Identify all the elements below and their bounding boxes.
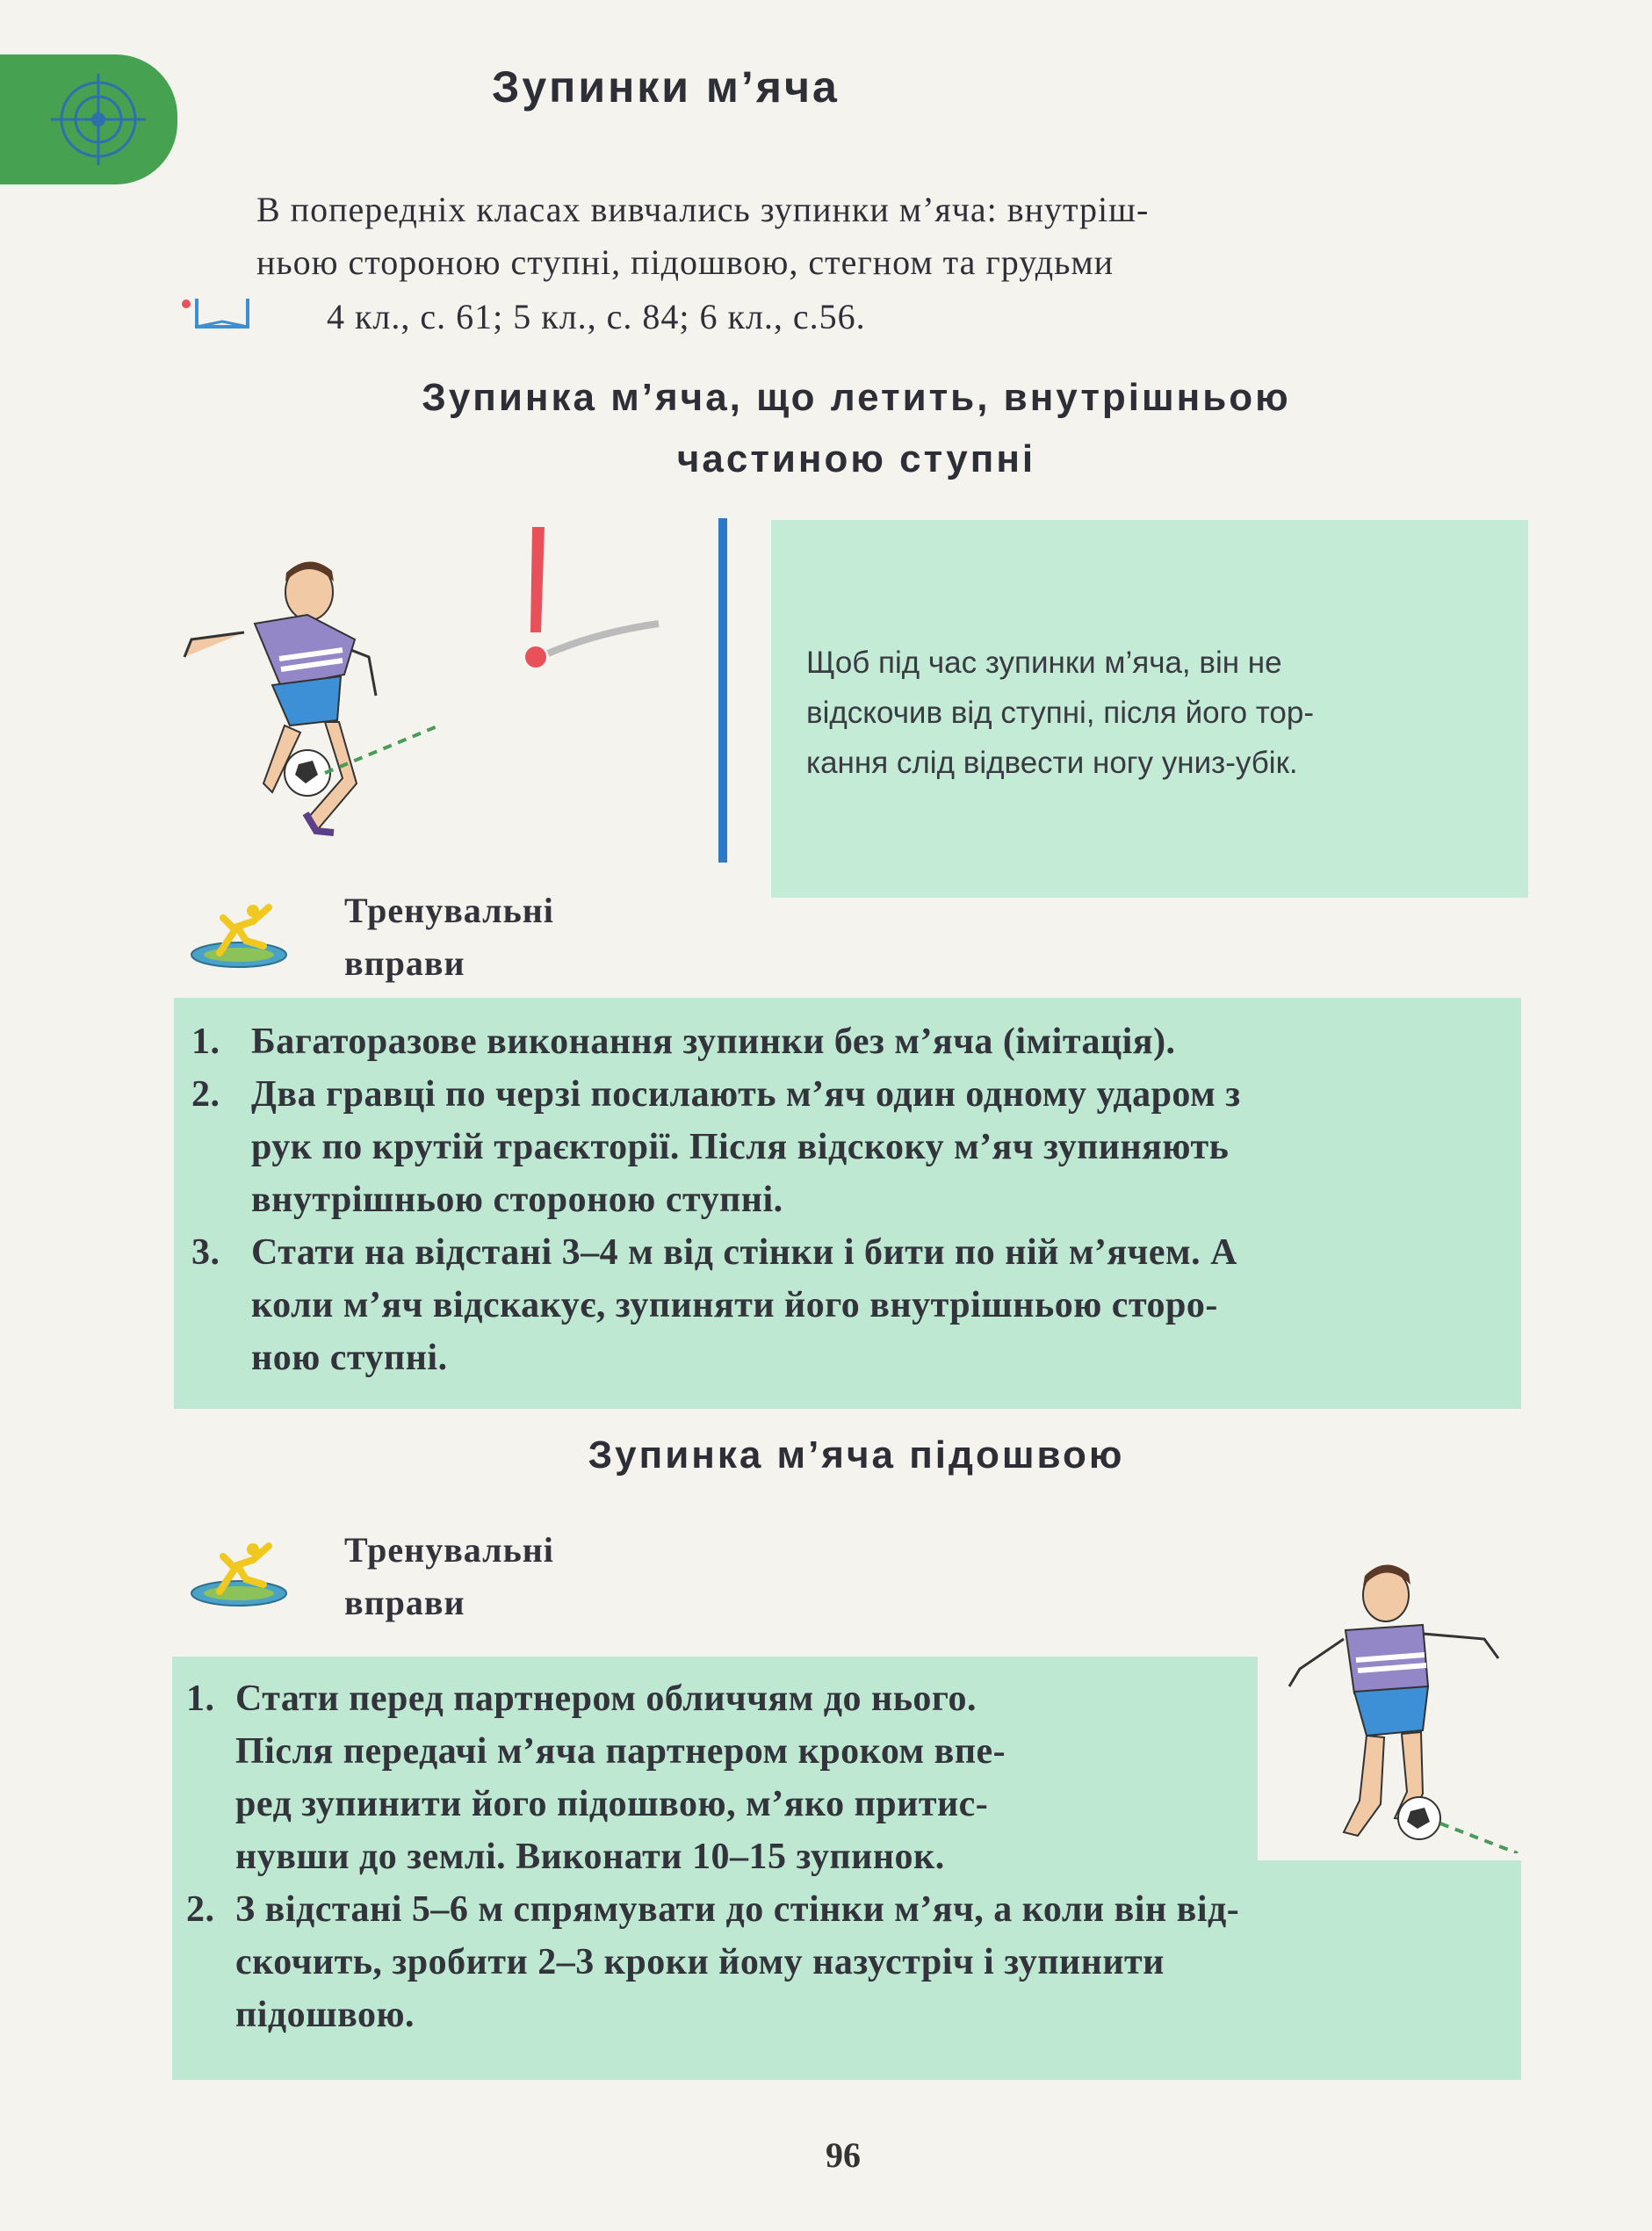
- exercises-label-1b: вправи: [344, 943, 465, 983]
- runner-icon: [184, 900, 299, 971]
- chapter-tab: [0, 54, 177, 184]
- intro-line-2: ньою стороною ступні, підошвою, стегном та грудьми: [256, 242, 1115, 282]
- intro-line-1: В попередніх класах вивчались зупинки м’яча: внутріш-: [256, 190, 1150, 229]
- exercises-box-1: [174, 998, 1521, 1409]
- section2-title: Зупинка м’яча підошвою: [588, 1433, 1125, 1477]
- exercise-item: 3. Стати на відстані 3–4 м від стінки і бити по ній м’ячем. А коли м’яч відскакує, зупиняти його внутрішньою сторо- ною ступні.: [191, 1232, 1237, 1378]
- exercise-item: 2. Два гравці по черзі посилають м’яч один одному ударом з рук по крутій траєкторії. Після відскоку м’яч зупиняють внутрішньою стороною ступні.: [191, 1074, 1241, 1220]
- tip-box: [771, 520, 1528, 898]
- tip-divider: [718, 518, 727, 863]
- exercises-label-2b: вправи: [344, 1583, 465, 1622]
- exercise-item: 1. Стати перед партнером обличчям до нього. Після передачі м’яча партнером кроком впе- ред зупинити його підошвою, м’яко притис- нувши до землі. Виконати 10–15 зупинок.: [186, 1679, 1006, 1877]
- exercise-item: 1. Багаторазове виконання зупинки без м’яча (імітація).: [191, 1022, 1176, 1062]
- player-illustration-1: [176, 553, 457, 843]
- exercises-label-1a: Тренувальні: [344, 891, 554, 930]
- player-illustration-2: [1282, 1555, 1528, 1853]
- exercises-label-2a: Тренувальні: [344, 1530, 554, 1570]
- page-number: 96: [826, 2135, 861, 2175]
- intro-refs: 4 кл., с. 61; 5 кл., с. 84; 6 кл., с.56.: [327, 297, 866, 336]
- page-title: Зупинки м’яча: [492, 62, 840, 112]
- tip-line-1: Щоб під час зупинки м’яча, він не: [806, 646, 1282, 680]
- exercise-item: 2. З відстані 5–6 м спрямувати до стінки м’яч, а коли він від- скочить, зробити 2–3 кроки йому назустріч і зупинити підошвою.: [186, 1889, 1240, 2035]
- target-tab-icon: [0, 54, 177, 184]
- tip-line-2: відскочив від ступні, після його тор-: [806, 696, 1314, 730]
- exclamation-icon: [492, 518, 667, 676]
- section1-title-line2: частиною ступні: [676, 437, 1036, 480]
- section1-title-line1: Зупинка м’яча, що летить, внутрішньою: [422, 376, 1291, 419]
- book-icon: [176, 292, 255, 330]
- runner-icon: [184, 1539, 299, 1609]
- tip-line-3: кання слід відвести ногу униз-убік.: [806, 746, 1298, 780]
